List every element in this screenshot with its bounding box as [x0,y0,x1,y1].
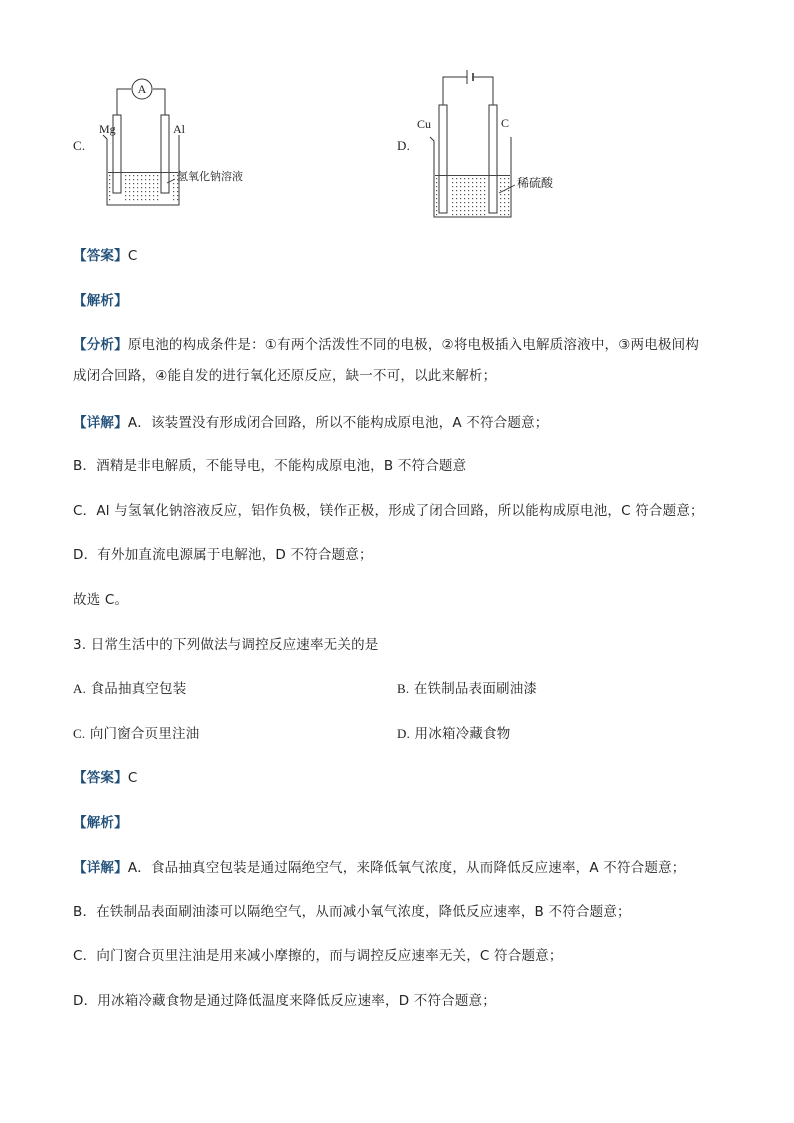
electrolytic-cell-diagram-d [415,65,605,225]
analysis-tag: 【分析】 [73,337,128,353]
cu-electrode [439,105,447,213]
q2-conclusion: 故选 C。 [73,592,129,608]
q2-analysis-heading: 【解析】 [73,293,128,309]
dilute-sulfuric-acid-label: 稀硫酸 [517,176,554,190]
cu-label: Cu [417,117,432,131]
detail-tag: 【详解】 [73,415,128,431]
q3-stem: 3. 日常生活中的下列做法与调控反应速率无关的是 [73,637,379,653]
ammeter-label: A [137,82,147,96]
q2-detail-d: D．有外加直流电源属于电解池，D 不符合题意； [73,547,373,563]
option-d-label: D. [397,138,411,153]
q3-detail-d: D．用冰箱冷藏食物是通过降低温度来降低反应速率，D 不符合题意； [73,993,496,1009]
q3-option-c: C. 向门窗合页里注油 [73,726,200,742]
q2-detail-b: B．酒精是非电解质，不能导电，不能构成原电池，B 不符合题意 [73,458,467,474]
q3-option-a: A. 食品抽真空包装 [73,681,187,697]
q2-detail-a: 【详解】A．该装置没有形成闭合回路，所以不能构成原电池，A 不符合题意； [73,415,549,431]
galvanic-cell-diagram-c [95,75,295,210]
mg-label: Mg [99,122,116,136]
q2-answer [73,247,137,265]
detail-tag: 【详解】 [73,860,128,876]
solution-fill [108,172,178,173]
q3-detail-b: B．在铁制品表面刷油漆可以隔绝空气，从而减小氧气浓度，降低反应速率，B 不符合题意； [73,904,631,920]
q3-detail-c: C．向门窗合页里注油是用来减小摩擦的，而与调控反应速率无关，C 符合题意； [73,948,563,964]
q3-detail-a: 【详解】A．食品抽真空包装是通过隔绝空气，来降低氧气浓度，从而降低反应速率，A 不符合题意； [73,860,686,876]
q2-detail-c: C．Al 与氢氧化钠溶液反应，铝作负极，镁作正极，形成了闭合回路，所以能构成原电池，C 符合题意； [73,503,704,519]
answer-tag: 【答案】 [73,248,128,264]
answer-value: C [127,248,138,264]
q3-option-b: B. 在铁制品表面刷油漆 [397,681,538,697]
c-label: C [501,116,510,130]
option-c-label: C. [73,138,86,153]
q3-analysis-heading: 【解析】 [73,815,128,831]
naoh-solution-label: 氢氧化钠溶液 [177,170,243,183]
q3-answer [73,769,137,787]
q2-analysis-line2: 成闭合回路，④能自发的进行氧化还原反应，缺一不可，以此来解析； [73,368,497,384]
c-electrode [489,105,497,213]
q3-option-d: D. 用冰箱冷藏食物 [397,726,511,742]
al-electrode [161,115,169,193]
q2-analysis-line1: 【分析】原电池的构成条件是：①有两个活泼性不同的电极，②将电极插入电解质溶液中，③两电极间构 [73,337,700,353]
answer-value: C [127,770,138,786]
answer-tag: 【答案】 [73,770,128,786]
al-label: Al [173,122,185,136]
